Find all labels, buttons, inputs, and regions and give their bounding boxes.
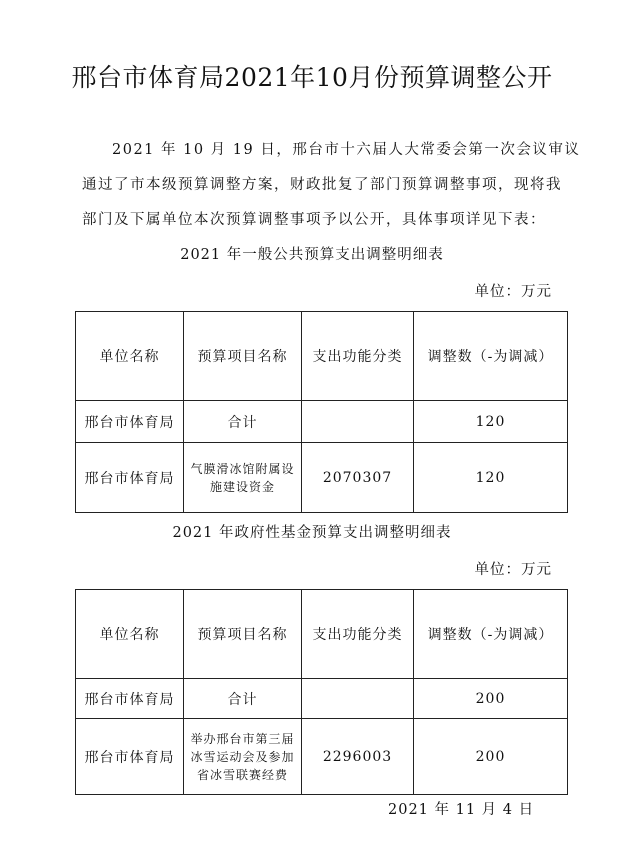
general-budget-table bbox=[75, 311, 568, 513]
cell-project-name: 举办邢台市第三届冰雪运动会及参加省冰雪联赛经费 bbox=[184, 719, 302, 795]
table-2-caption: 2021 年政府性基金预算支出调整明细表 bbox=[172, 525, 452, 541]
table-row bbox=[76, 719, 568, 795]
document-date: 2021 年 11 月 4 日 bbox=[388, 802, 535, 818]
header-project-name: 预算项目名称 bbox=[184, 312, 302, 401]
cell-unit-name: 邢台市体育局 bbox=[76, 719, 184, 795]
intro-line-2: 通过了市本级预算调整方案，财政批复了部门预算调整事项，现将我 bbox=[82, 177, 562, 193]
header-function-class: 支出功能分类 bbox=[302, 312, 414, 401]
table-header-row bbox=[76, 312, 568, 401]
cell-adjustment: 200 bbox=[414, 679, 568, 719]
header-unit-name: 单位名称 bbox=[76, 590, 184, 679]
cell-unit-name: 邢台市体育局 bbox=[76, 401, 184, 443]
cell-unit-name: 邢台市体育局 bbox=[76, 679, 184, 719]
header-function-class: 支出功能分类 bbox=[302, 590, 414, 679]
table-1-unit: 单位：万元 bbox=[474, 284, 552, 300]
document-title: 邢台市体育局2021年10月份预算调整公开 bbox=[71, 63, 553, 92]
cell-adjustment: 120 bbox=[414, 401, 568, 443]
intro-line-1: 2021 年 10 月 19 日，邢台市十六届人大常委会第一次会议审议 bbox=[112, 142, 581, 158]
cell-function-class: 2296003 bbox=[302, 719, 414, 795]
cell-project-name: 合计 bbox=[184, 679, 302, 719]
table-header-row bbox=[76, 590, 568, 679]
table-row bbox=[76, 443, 568, 513]
cell-project-name: 合计 bbox=[184, 401, 302, 443]
table-2-unit: 单位：万元 bbox=[474, 562, 552, 578]
header-unit-name: 单位名称 bbox=[76, 312, 184, 401]
header-adjustment: 调整数（-为调减） bbox=[414, 590, 568, 679]
cell-project-name: 气膜滑冰馆附属设施建设资金 bbox=[184, 443, 302, 513]
government-fund-table bbox=[75, 589, 568, 795]
cell-adjustment: 120 bbox=[414, 443, 568, 513]
header-project-name: 预算项目名称 bbox=[184, 590, 302, 679]
header-adjustment: 调整数（-为调减） bbox=[414, 312, 568, 401]
cell-unit-name: 邢台市体育局 bbox=[76, 443, 184, 513]
cell-adjustment: 200 bbox=[414, 719, 568, 795]
intro-line-3: 部门及下属单位本次预算调整事项予以公开，具体事项详见下表： bbox=[82, 212, 546, 228]
table-row bbox=[76, 401, 568, 443]
table-1-caption: 2021 年一般公共预算支出调整明细表 bbox=[180, 247, 444, 263]
cell-function-class bbox=[302, 679, 414, 719]
cell-function-class bbox=[302, 401, 414, 443]
cell-function-class: 2070307 bbox=[302, 443, 414, 513]
table-row bbox=[76, 679, 568, 719]
